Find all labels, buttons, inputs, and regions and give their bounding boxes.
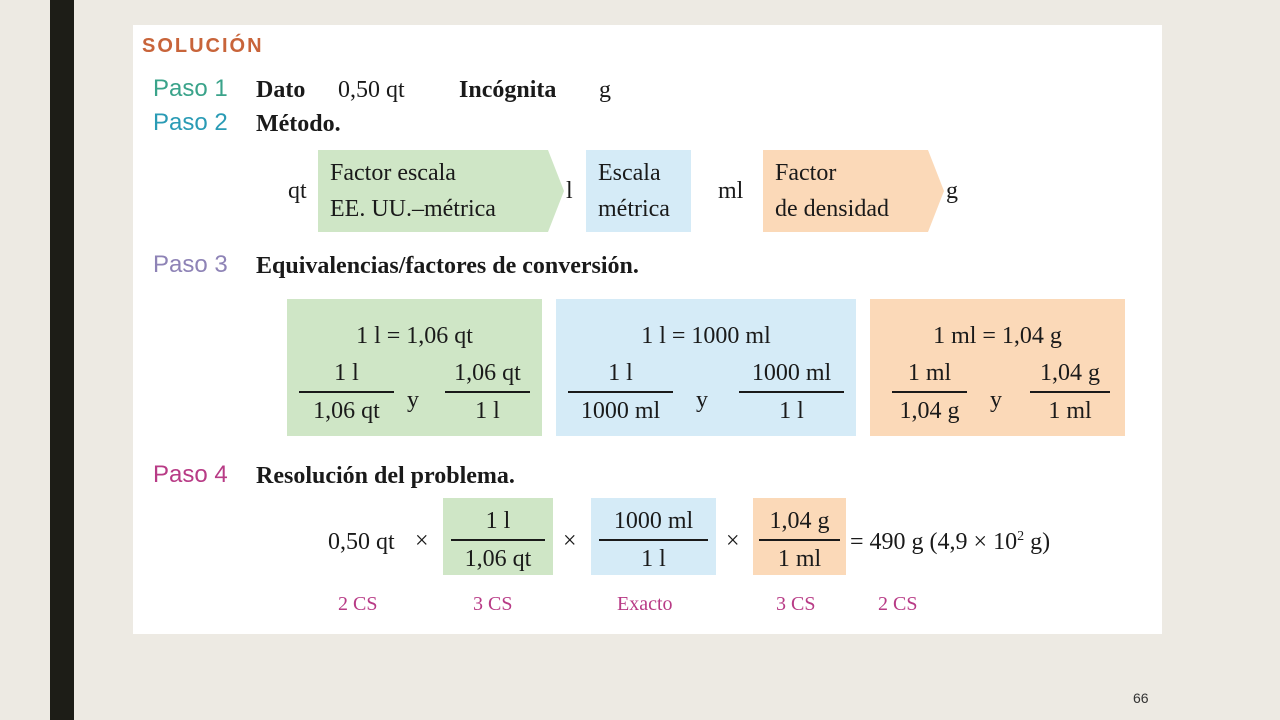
flow-box2-line2: métrica <box>598 196 670 222</box>
calc-factor-box-3 <box>753 498 846 575</box>
cs-label: 2 CS <box>338 593 378 615</box>
flow-box1-line1: Factor escala <box>330 160 456 186</box>
paso1-label: Paso 1 <box>153 75 228 102</box>
left-accent-bar <box>50 0 74 720</box>
flow-end-unit: g <box>946 178 958 204</box>
flow-arrow-3 <box>928 150 944 232</box>
conversion-group-milliliters-grams <box>870 299 1125 436</box>
flow-box-factor-densidad <box>763 150 928 232</box>
flow-box3-line1: Factor <box>775 160 837 186</box>
flow-box1-line2: EE. UU.–métrica <box>330 196 496 222</box>
paso2-label: Paso 2 <box>153 109 228 136</box>
factor-numerator: 1,04 g <box>759 505 840 541</box>
flow-box2-line1: Escala <box>598 160 661 186</box>
equivalence-text: 1 l = 1,06 qt <box>356 323 473 349</box>
calc-factor-2 <box>599 505 708 575</box>
factor-numerator: 1000 ml <box>599 505 708 541</box>
calc-factor-box-1 <box>443 498 553 575</box>
cs-label: Exacto <box>617 593 673 615</box>
factor-denominator: 1 l <box>641 546 666 572</box>
paso1-incognita-label: Incógnita <box>459 77 557 103</box>
conversion-factor <box>739 357 844 427</box>
equivalence-text: 1 l = 1000 ml <box>641 323 771 349</box>
factor-numerator: 1000 ml <box>739 357 844 393</box>
paso1-dato-label: Dato <box>256 77 306 103</box>
multiply-sign: × <box>726 528 740 554</box>
paso4-label: Paso 4 <box>153 461 228 488</box>
factor-denominator: 1 l <box>475 398 500 424</box>
paso3-title: Equivalencias/factores de conversión. <box>256 253 639 279</box>
cs-label: 3 CS <box>473 593 513 615</box>
calc-start-quantity: 0,50 qt <box>328 529 395 555</box>
conversion-factor <box>568 357 673 427</box>
conversion-factor <box>445 357 530 427</box>
calc-factor-box-2 <box>591 498 716 575</box>
factor-denominator: 1000 ml <box>580 398 661 424</box>
cs-label: 3 CS <box>776 593 816 615</box>
paso4-title: Resolución del problema. <box>256 463 515 489</box>
conjunction-y: y <box>990 387 1002 413</box>
factor-denominator: 1,04 g <box>899 398 960 424</box>
flow-mid-unit-2: ml <box>718 178 744 204</box>
calc-factor-3 <box>759 505 840 575</box>
factor-numerator: 1 l <box>568 357 673 393</box>
equivalence-text: 1 ml = 1,04 g <box>933 323 1062 349</box>
result-end: g) <box>1024 529 1051 555</box>
factor-denominator: 1,06 qt <box>313 398 380 424</box>
conversion-factor <box>1030 357 1110 427</box>
flow-mid-unit-1: l <box>566 178 573 204</box>
factor-denominator: 1 ml <box>1048 398 1092 424</box>
calc-result <box>850 529 1050 556</box>
factor-denominator: 1 l <box>779 398 804 424</box>
result-main: = 490 g (4,9 × 10 <box>850 529 1018 555</box>
paso1-dato-value: 0,50 qt <box>338 77 405 103</box>
paso3-label: Paso 3 <box>153 251 228 278</box>
conversion-group-liters-milliliters <box>556 299 856 436</box>
factor-numerator: 1 l <box>299 357 394 393</box>
flow-start-unit: qt <box>288 178 307 204</box>
factor-numerator: 1 l <box>451 505 545 541</box>
multiply-sign: × <box>563 528 577 554</box>
cs-label: 2 CS <box>878 593 918 615</box>
flow-box3-line2: de densidad <box>775 196 889 222</box>
paso2-title: Método. <box>256 111 341 137</box>
conjunction-y: y <box>696 387 708 413</box>
conjunction-y: y <box>407 387 419 413</box>
factor-numerator: 1,06 qt <box>445 357 530 393</box>
factor-denominator: 1,06 qt <box>464 546 532 572</box>
factor-numerator: 1,04 g <box>1030 357 1110 393</box>
solution-panel <box>133 25 1162 634</box>
flow-box-factor-escala <box>318 150 548 232</box>
factor-numerator: 1 ml <box>892 357 967 393</box>
paso1-incognita-value: g <box>599 77 611 103</box>
solucion-heading: SOLUCIÓN <box>142 35 264 57</box>
multiply-sign: × <box>415 528 429 554</box>
flow-box-escala-metrica <box>586 150 691 232</box>
calc-factor-1 <box>451 505 545 575</box>
conversion-group-liters-quarts <box>287 299 542 436</box>
conversion-factor <box>299 357 394 427</box>
flow-arrow-1 <box>548 150 564 232</box>
factor-denominator: 1 ml <box>777 546 822 572</box>
result-exponent: 2 <box>1017 529 1025 544</box>
page-number: 66 <box>1133 690 1149 706</box>
conversion-factor <box>892 357 967 427</box>
